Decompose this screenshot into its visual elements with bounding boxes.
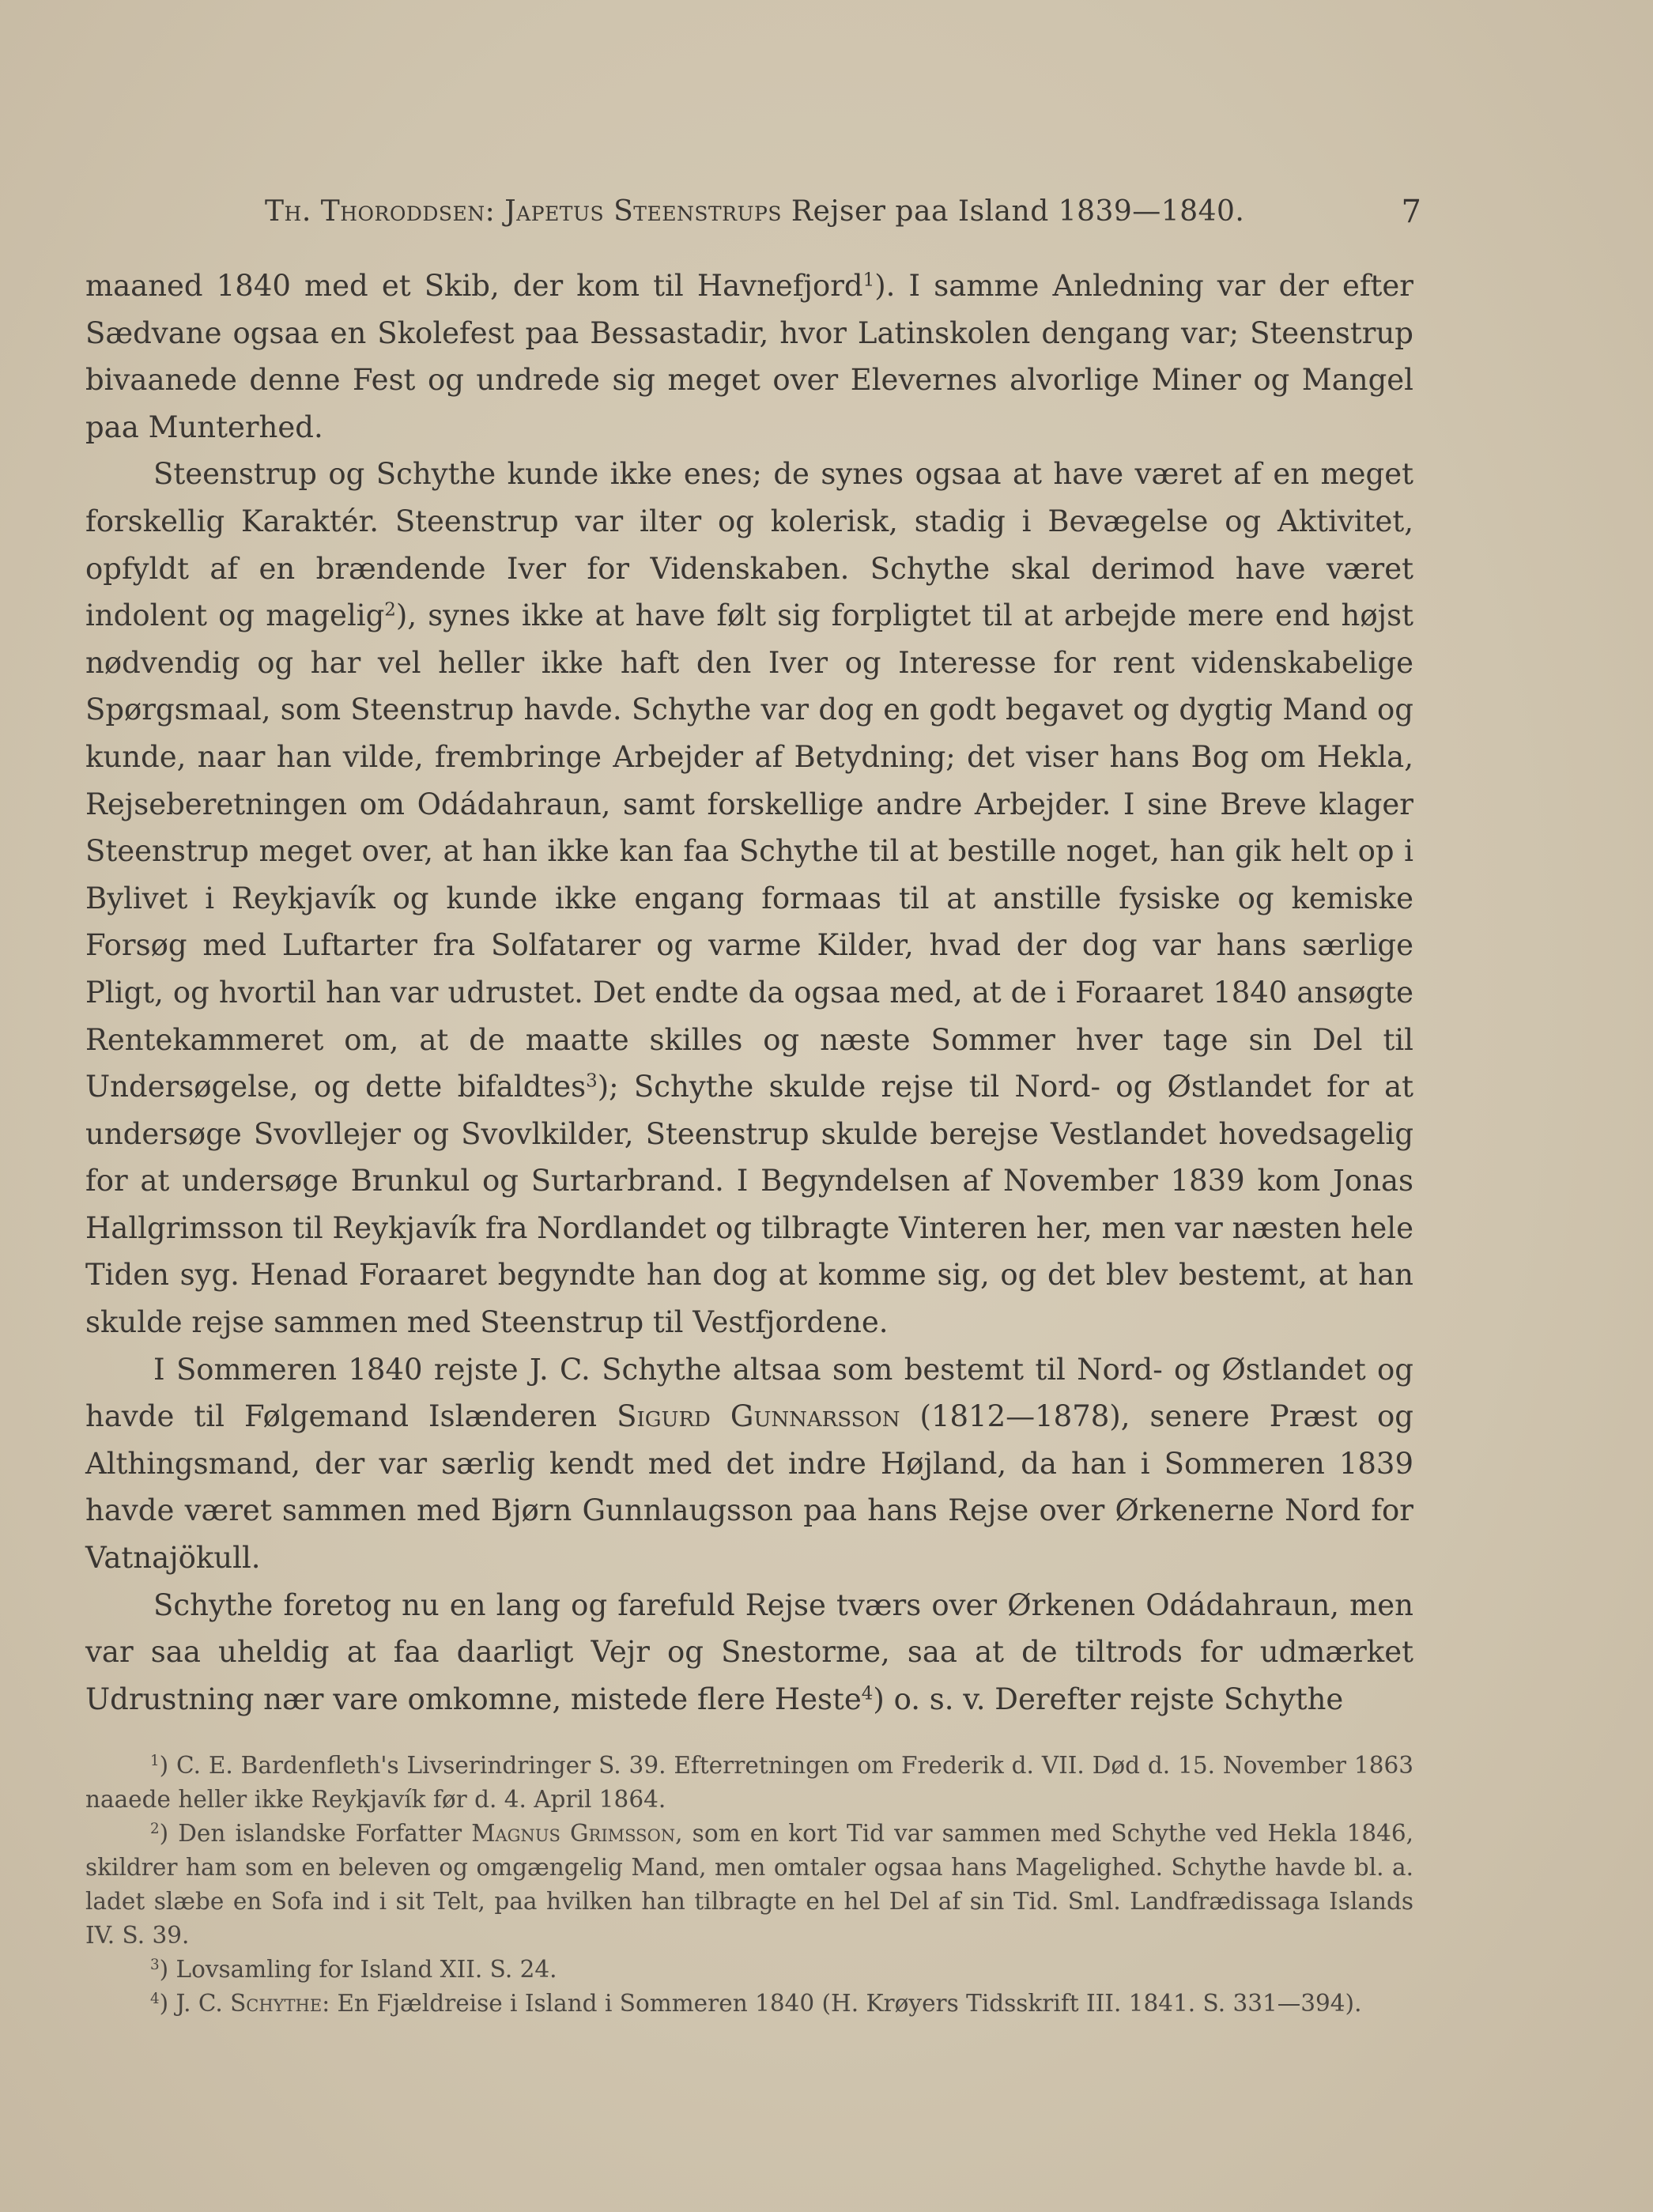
header-author: Th. Thoroddsen bbox=[265, 195, 485, 228]
paragraph bbox=[85, 262, 1413, 451]
footnote bbox=[85, 1987, 1413, 2021]
text-run: I Sommeren 1840 rejste J. C. Schythe altsaa som bestemt til Nord- og Østlandet og havde til Følgemand Islænderen bbox=[85, 1352, 1413, 1434]
footnote-marker: 2 bbox=[384, 599, 396, 621]
text-run: (1812—1878), senere Præst og Althingsmand, der var særlig kendt med det indre Højland, da han i Sommeren 1839 havde været sammen med Bjørn Gunnlaugsson paa hans Rejse over Ørkenerne Nord for Vatnajökull. bbox=[85, 1399, 1413, 1576]
footnote-marker: 2 bbox=[150, 1820, 160, 1837]
footnotes bbox=[85, 1749, 1413, 2021]
text-run: ); Schythe skulde rejse til Nord- og Østlandet for at undersøge Svovllejer og Svovlkilder, Steenstrup skulde berejse Vestlandet hovedsagelig for at undersøge Brunkul og Surtarbrand. I Begyndelsen af November 1839 kom Jonas Hallgrimsson til Reykjavík fra Nordlandet og tilbragte Vinteren her, men var næsten hele Tiden syg. Henad Foraaret begyndte han dog at komme sig, og det blev bestemt, at han skulde rejse sammen med Steenstrup til Vestfjordene. bbox=[85, 1070, 1414, 1340]
header-subject: Japetus Steenstrups bbox=[504, 195, 782, 228]
text-run: Schythe foretog nu en lang og farefuld Rejse tværs over Ørkenen Odádahraun, men var saa uheldig at faa daarligt Vejr og Snestorme, saa at de tiltrods for udmærket Udrustning nær vare omkomne, mistede flere Heste bbox=[85, 1587, 1413, 1716]
footnote bbox=[85, 1953, 1413, 1987]
small-caps-name: Magnus Grimsson bbox=[471, 1820, 676, 1847]
footnote-marker: 4 bbox=[150, 1990, 160, 2007]
page-number: 7 bbox=[1401, 194, 1421, 230]
header-title-rest: Rejser paa Island 1839—1840. bbox=[781, 195, 1245, 228]
header-author-separator: : bbox=[485, 195, 505, 228]
footnote-marker: 1 bbox=[150, 1752, 160, 1769]
text-run: ). I samme Anledning var der efter Sædvane ogsaa en Skolefest paa Bessastadir, hvor Latinskolen dengang var; Steenstrup bivaanede denne Fest og undrede sig meget over Elevernes alvorlige Miner og Mangel paa Munterhed. bbox=[85, 269, 1413, 444]
paragraph bbox=[85, 451, 1413, 1346]
text-run: ) o. s. v. Derefter rejste Schythe bbox=[873, 1682, 1344, 1716]
text-run: ) Lovsamling for Island XII. S. 24. bbox=[159, 1956, 557, 1983]
running-header bbox=[265, 188, 1411, 236]
footnote-marker: 3 bbox=[586, 1070, 598, 1092]
text-run: maaned 1840 med et Skib, der kom til Havnefjord bbox=[85, 269, 863, 303]
footnote-marker: 1 bbox=[862, 270, 875, 291]
footnote bbox=[85, 1817, 1413, 1953]
text-run: , som en kort Tid var sammen med Schythe ved Hekla 1846, skildrer ham som en beleven og omgængelig Mand, men omtaler ogsaa hans Magelighed. Schythe havde bl. a. ladet slæbe en Sofa ind i sit Telt, paa hvilken han tilbragte en hel Del af sin Tid. Sml. Landfrædissaga Islands IV. S. 39. bbox=[85, 1820, 1414, 1949]
paragraph bbox=[85, 1346, 1413, 1582]
body-text bbox=[85, 262, 1413, 1723]
text-run: ) J. C. bbox=[159, 1990, 231, 2017]
footnote bbox=[85, 1749, 1413, 1817]
footnote-marker: 4 bbox=[861, 1683, 874, 1704]
text-run: ), synes ikke at have følt sig forpligtet til at arbejde mere end højst nødvendig og har vel heller ikke haft den Iver og Interesse for rent videnskabelige Spørgsmaal, som Steenstrup havde. Schythe var dog en godt begavet og dygtig Mand og kunde, naar han vilde, frembringe Arbejder af Betydning; det viser hans Bog om Hekla, Rejseberetningen om Odádahraun, samt forskellige andre Arbejder. I sine Breve klager Steenstrup meget over, at han ikke kan faa Schythe til at bestille noget, han gik helt op i Bylivet i Reykjavík og kunde ikke engang formaas til at anstille fysiske og kemiske Forsøg med Luftarter fra Solfatarer og varme Kilder, hvad der dog var hans særlige Pligt, og hvortil han var udrustet. Det endte da ogsaa med, at de i Foraaret 1840 ansøgte Rentekammeret om, at de maatte skilles og næste Sommer hver tage sin Del til Undersøgelse, og dette bifaldtes bbox=[85, 598, 1413, 1104]
text-run: Steenstrup og Schythe kunde ikke enes; de synes ogsaa at have været af en meget forskellig Karaktér. Steenstrup var ilter og kolerisk, stadig i Bevægelse og Aktivitet, opfyldt af en brændende Iver for Videnskaben. Schythe skal derimod have været indolent og magelig bbox=[85, 457, 1413, 633]
small-caps-name: Schythe bbox=[230, 1990, 323, 2017]
text-run: : En Fjældreise i Island i Sommeren 1840 (H. Krøyers Tidsskrift III. 1841. S. 331—394). bbox=[322, 1990, 1362, 2017]
text-run: ) C. E. Bardenfleth's Livserindringer S. 39. Efterretningen om Frederik d. VII. Død d. 15. November 1863 naaede heller ikke Reykjavík før d. 4. April 1864. bbox=[85, 1752, 1413, 1813]
footnote-marker: 3 bbox=[150, 1956, 160, 1973]
small-caps-name: Sigurd Gunnarsson bbox=[617, 1399, 900, 1434]
text-run: ) Den islandske Forfatter bbox=[159, 1820, 472, 1847]
paragraph bbox=[85, 1582, 1413, 1723]
